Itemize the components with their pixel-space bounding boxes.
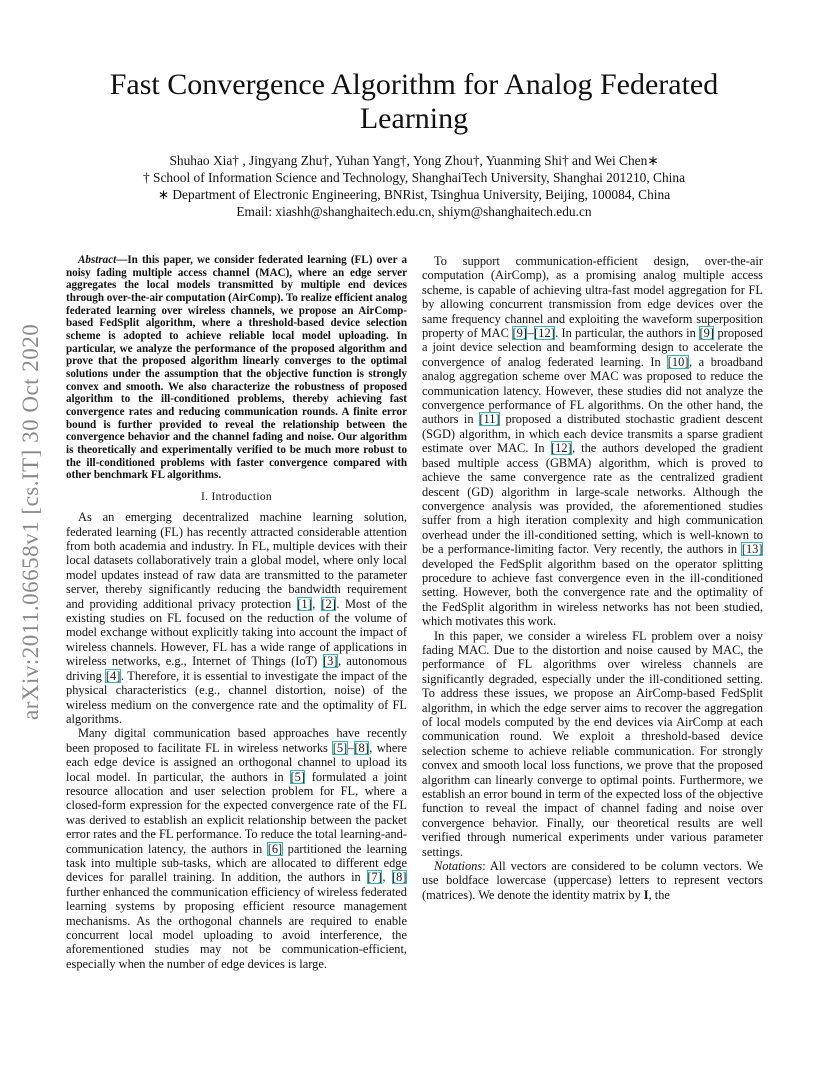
citation-link[interactable]: [10] xyxy=(667,354,689,369)
text-run: . Most of the existing studies on FL focused on the reduction of the volume of model exchange without explicitly taking into account the impact of wireless channels. However, FL has a wide range of applications in wireless networks, e.g., Internet of Things (IoT) xyxy=(66,596,408,669)
citation-link[interactable]: [1] xyxy=(297,596,312,611)
citation-link[interactable]: [4] xyxy=(105,668,121,683)
author-block xyxy=(60,152,768,220)
text-run: , xyxy=(312,596,321,611)
citation-link[interactable]: [12] xyxy=(551,441,572,456)
citation-link[interactable]: [9] xyxy=(699,326,714,341)
text-run: Many digital communication based approaches have recently been proposed to facilitate FL in wireless networks xyxy=(66,726,407,755)
citation-link[interactable]: [8] xyxy=(354,740,369,755)
text-run: , the xyxy=(648,887,670,902)
text-run: – xyxy=(347,740,354,755)
abstract-lead: Abstract xyxy=(78,254,117,266)
text-run: developed the FedSplit algorithm based on the operator splitting procedure to achieve fast convergence even in the ill-conditioned setting. However, both the convergence rate and the optimality of the FedSplit algorithm in wireless networks has not been studied, which motivates this work. xyxy=(422,556,763,629)
left-column xyxy=(66,254,407,971)
text-run: , autonomous driving xyxy=(66,654,407,683)
citation-link[interactable]: [11] xyxy=(479,412,500,427)
intro-paragraph-1 xyxy=(66,510,407,726)
abstract-text: —In this paper, we consider federated learning (FL) over a noisy fading multiple access channel (MAC), where an edge server aggregates the local models transmitted by multiple end devices through over-the-air computation (AirComp). To realize efficient analog federated learning over wireless channels, we propose an AirComp-based FedSplit algorithm, where a threshold-based device selection scheme is adopted to achieve reliable local model uploading. In particular, we analyze the performance of the proposed algorithm and prove that the proposed algorithm linearly converges to the optimal solutions under the assumption that the objective function is strongly convex and smooth. We also characterize the robustness of proposed algorithm to the ill-conditioned problems, thereby achieving fast convergence rates and reducing communication rounds. A finite error bound is further provided to reveal the relationship between the convergence behavior and the channel fading and noise. Our algorithm is theoretically and experimentally verified to be much more robust to the ill-conditioned problems with faster convergence compared with other benchmark FL algorithms. xyxy=(66,254,407,482)
citation-link[interactable]: [5] xyxy=(290,769,305,784)
intro-paragraph-3 xyxy=(422,254,763,629)
citation-link[interactable]: [5] xyxy=(332,740,348,755)
text-run: , where each edge device is assigned an orthogonal channel to upload its local model. In particular, the authors in xyxy=(66,740,408,784)
citation-link[interactable]: [7] xyxy=(367,870,382,885)
right-column xyxy=(422,254,763,902)
email-line: Email: xiashh@shanghaitech.edu.cn, shiym@shanghaitech.edu.cn xyxy=(236,204,592,219)
affiliation-shanghaitech: † School of Information Science and Technology, ShanghaiTech University, Shanghai 201210, China xyxy=(142,170,686,185)
text-run: – xyxy=(527,326,534,341)
text-run: . Therefore, it is essential to investigate the impact of the physical characteristics (e.g., channel distortion, noise) of the wireless medium on the convergence rate and the optimality of FL algorithms. xyxy=(66,668,408,726)
notations-lead: Notations xyxy=(434,859,483,874)
citation-link[interactable]: [6] xyxy=(267,841,283,856)
text-run: further enhanced the communication efficiency of wireless federated learning systems by proposing efficient resource management mechanisms. As the orthogonal channels are required to enable concurrent local model uploading to avoid interference, the aforementioned studies may not be communication-efficient, especially when the number of edge devices is large. xyxy=(66,884,407,971)
citation-link[interactable]: [9] xyxy=(512,326,527,341)
intro-paragraph-4: In this paper, we consider a wireless FL problem over a noisy fading MAC. Due to the distortion and noise caused by MAC, the performance of FL algorithms over wireless channels are significantly degraded, especially under the ill-conditioned setting. To address these issues, we propose an AirComp-based FedSplit algorithm, in which the edge server aims to recover the aggregation of local models computed by the end devices via AirComp at each communication round. We exploit a threshold-based device selection scheme to achieve reliable communication. For strongly convex and smooth local loss functions, we prove that the proposed algorithm can linearly converge to optimal points. Furthermore, we establish an error bound in term of the expected loss of the objective function to reveal the impact of channel fading and noise over convergence behavior. Finally, our theoretical results are well verified through numerical experiments under various parameter settings. xyxy=(422,628,763,859)
citation-link[interactable]: [8] xyxy=(392,870,407,885)
text-run: proposed a joint device selection and beamforming design to accelerate the convergence of analog federated learning. In xyxy=(422,326,763,369)
affiliation-tsinghua: ∗ Department of Electronic Engineering, BNRist, Tsinghua University, Beijing, 100084, China xyxy=(157,187,671,202)
text-run: , a broadband analog aggregation scheme over MAC was proposed to reduce the communication latency. However, these studies did not analyze the convergence performance of FL algorithms. On the other hand, the authors in xyxy=(422,354,763,427)
abstract xyxy=(66,254,407,482)
identity-matrix-symbol: I xyxy=(643,887,649,902)
intro-paragraph-2 xyxy=(66,726,407,971)
text-run: partitioned the learning task into multiple sub-tasks, which are allocated to different edge devices for parallel training. In addition, the authors in xyxy=(66,841,407,885)
authors-line: Shuhao Xia† , Jingyang Zhu†, Yuhan Yang†, Yong Zhou†, Yuanming Shi† and Wei Chen∗ xyxy=(169,153,659,168)
text-run: , the authors developed the gradient based multiple access (GBMA) algorithm, which is proved to achieve the same convergence rate as the centralized gradient descent (GD) algorithm in large-scale networks. Although the convergence analysis was provided, the aforementioned studies suffer from a high iteration complexity and high communication overhead under the ill-conditioned setting, which is well-known to be a performance-limiting factor. Very recently, the authors in xyxy=(422,441,763,557)
text-run: As an emerging decentralized machine learning solution, federated learning (FL) has recently attracted considerable attention from both academia and industry. In FL, multiple devices with their local datasets collaboratively train a global model, where only local model updates instead of raw data are transmitted to the parameter server, thereby significantly reducing the bandwidth requirement and providing additional privacy protection xyxy=(66,510,407,611)
citation-link[interactable]: [12] xyxy=(534,326,555,341)
citation-link[interactable]: [3] xyxy=(323,654,338,669)
paper-title: Fast Convergence Algorithm for Analog Federated Learning xyxy=(109,68,719,135)
notations-paragraph xyxy=(422,859,763,902)
citation-link[interactable]: [2] xyxy=(321,596,336,611)
text-run: : All vectors are considered to be column vectors. We use boldface lowercase (uppercase) letters to represent vectors (matrices). We denote the identity matrix by xyxy=(422,859,763,902)
citation-link[interactable]: [13] xyxy=(741,542,763,557)
text-run: formulated a joint resource allocation and user selection problem for FL, where a closed-form expression for the expected convergence rate of the FL was derived to establish an explicit relationship between the packet error rates and the FL performance. To reduce the total learning-and-communication latency, the authors in xyxy=(66,769,407,856)
text-run: . In particular, the authors in xyxy=(555,326,699,341)
text-run: , xyxy=(382,870,392,885)
section-heading-introduction: I. Introduction xyxy=(201,490,272,503)
arxiv-identifier: arXiv:2011.06658v1 [cs.IT] 30 Oct 2020 xyxy=(18,323,43,720)
text-run: To support communication-efficient design, over-the-air computation (AirComp), as a promising analog multiple access scheme, is capable of achieving ultra-fast model aggregation for FL by allowing concurrent transmission from edge devices over the same frequency channel and exploiting the waveform superposition property of MAC xyxy=(422,254,763,341)
text-run: proposed a distributed stochastic gradient descent (SGD) algorithm, in which each device transmits a sparse gradient estimate over MAC. In xyxy=(422,412,763,456)
